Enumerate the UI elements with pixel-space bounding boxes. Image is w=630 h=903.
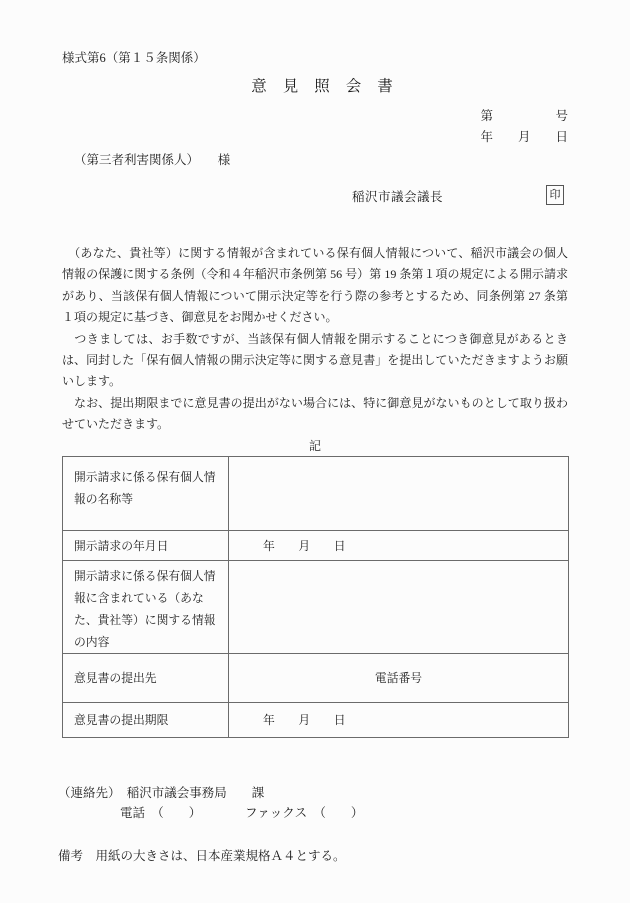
table-value-cell: 年 月 日: [229, 703, 569, 738]
ki-marker: 記: [308, 438, 321, 453]
body-paragraph-1: （あなた、貴社等）に関する情報が含まれている保有個人情報について、稲沢市議会の個人情報の保護に関する条例（令和４年稲沢市条例第 56 号）第 19 条第１項の規定による開示請求があり、当該保有個人情報について開示決定等を行う際の参考とするため、同条例第 27 条第１項の規定に基づき、御意見をお聞かせください。: [62, 246, 568, 325]
table-label-cell: 開示請求の年月日: [63, 531, 229, 561]
contact-line-1: （連絡先） 稲沢市議会事務局 課: [58, 786, 265, 800]
page-title: 意見照会書: [251, 78, 409, 95]
table-row-deadline: [63, 703, 569, 738]
addressee-line: （第三者利害関係人） 様: [74, 153, 231, 167]
seal-stamp-icon: 印: [546, 185, 564, 205]
table-row-request-date: [63, 531, 569, 561]
body-text: [62, 243, 568, 457]
body-paragraph-2: つきましては、お手数ですが、当該保有個人情報を開示することにつき御意見があるときは、同封した「保有個人情報の開示決定等に関する意見書」を提出していただきますようお願いします。: [62, 331, 568, 389]
table-value-cell: [229, 457, 569, 531]
sender-name: 稲沢市議会議長: [352, 190, 444, 204]
table-value-cell: [229, 561, 569, 654]
form-code: 様式第6（第１５条関係）: [62, 51, 206, 65]
table-label-cell: 意見書の提出先: [63, 654, 229, 703]
table-label-cell: 開示請求に係る保有個人情報に含まれている（あなた、貴社等）に関する情報の内容: [63, 561, 229, 654]
table-row-name: [63, 457, 569, 531]
table-value-cell: 電話番号: [229, 654, 569, 703]
table-value-cell: 年 月 日: [229, 531, 569, 561]
contact-line-2: 電話 （ ） ファックス （ ）: [120, 806, 364, 820]
doc-number-line: 第 号: [480, 109, 568, 123]
table-row-submit-to: [63, 654, 569, 703]
body-paragraph-3: なお、提出期限までに意見書の提出がない場合には、特に御意見がないものとして取り扱わせていただきます。: [62, 395, 568, 432]
remarks-note: 備考 用紙の大きさは、日本産業規格Ａ４とする。: [58, 849, 346, 863]
doc-date-line: 年 月 日: [480, 130, 568, 144]
table-label-cell: 開示請求に係る保有個人情報の名称等: [63, 457, 229, 531]
table-row-content: [63, 561, 569, 654]
form-table: [62, 456, 569, 738]
table-label-cell: 意見書の提出期限: [63, 703, 229, 738]
